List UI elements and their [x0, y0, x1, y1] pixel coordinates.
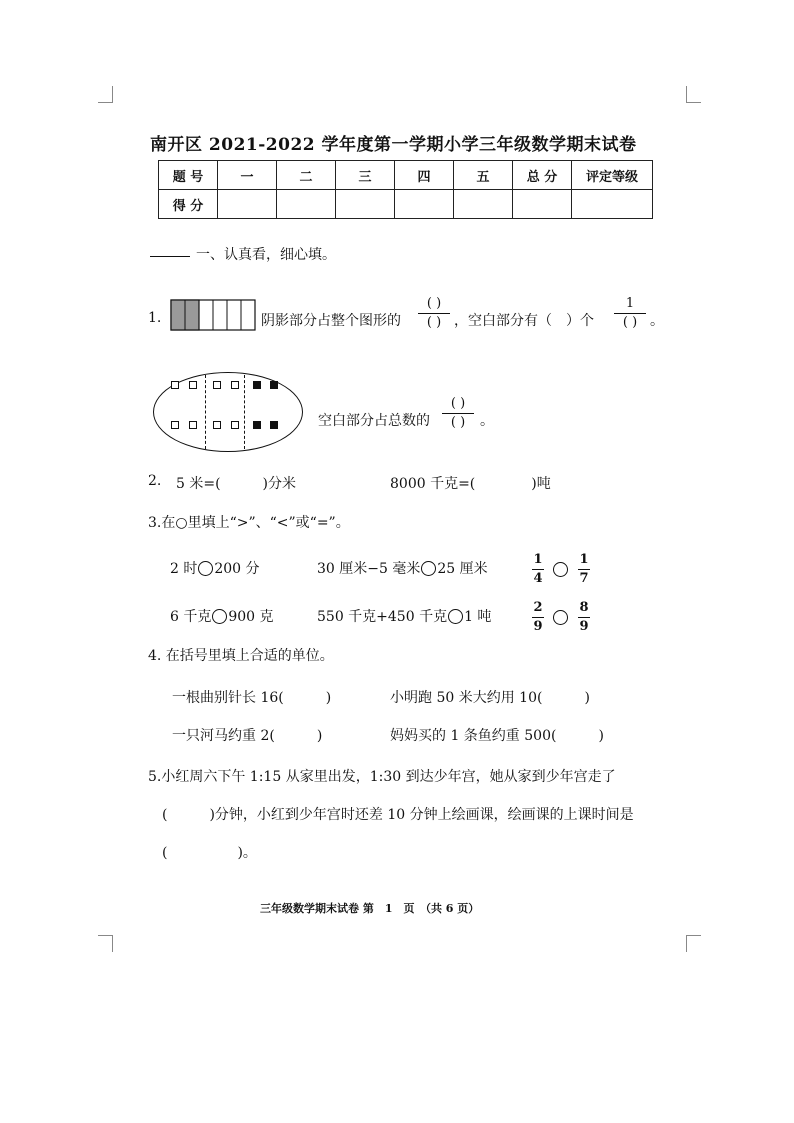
score-input-cell[interactable] [572, 190, 653, 219]
page-footer: 三年级数学期末试卷 第 1 页 （共 6 页） [260, 902, 480, 915]
section-1-heading [150, 244, 336, 264]
q1-number: 1. [148, 310, 162, 326]
empty-square [231, 381, 239, 389]
q3-compare-4: 6 千克 900 克 [170, 609, 274, 625]
fraction-8-9: 8 9 [579, 600, 589, 634]
filled-square [270, 381, 278, 389]
q3-heading: 3.在○里填上“>”、“<”或“=”。 [148, 515, 350, 531]
q1-strip-figure [170, 299, 256, 331]
score-cell: 评定等级 [572, 161, 653, 190]
score-table [158, 160, 653, 219]
q4-item-a[interactable]: 一根曲别针长 16( ) [172, 690, 332, 706]
q1-text-a: 阴影部分占整个图形的 [261, 313, 401, 329]
crop-mark-top-left [98, 86, 113, 103]
compare-circle[interactable] [448, 609, 463, 624]
dashed-divider [244, 375, 245, 449]
score-cell: 五 [454, 161, 513, 190]
filled-square [270, 421, 278, 429]
q1-unit-fraction: 1 ( ) [614, 296, 646, 331]
fraction-1-4: 1 4 [533, 552, 543, 586]
q4-item-d[interactable]: 妈妈买的 1 条鱼约重 500( ) [390, 728, 604, 744]
empty-square [171, 381, 179, 389]
q3-compare-1: 2 时 200 分 [170, 561, 260, 577]
score-table-score-row [159, 190, 653, 219]
score-cell: 总 分 [513, 161, 572, 190]
q4-heading: 4. 在括号里填上合适的单位。 [148, 648, 334, 664]
q1-fraction-blank[interactable]: ( ) ( ) [418, 296, 450, 331]
empty-square [189, 381, 197, 389]
q5-line-2[interactable]: ( )分钟，小红到少年宫时还差 10 分钟上绘画课，绘画课的上课时间是 [162, 807, 634, 823]
score-input-cell[interactable] [395, 190, 454, 219]
compare-circle[interactable] [553, 562, 568, 577]
crop-mark-bottom-left [98, 935, 113, 952]
q2-item-a[interactable]: 5 米=( )分米 [176, 476, 297, 492]
score-cell: 三 [336, 161, 395, 190]
score-cell: 四 [395, 161, 454, 190]
q1-text-c: 空白部分占总数的 [318, 413, 430, 429]
score-input-cell[interactable] [218, 190, 277, 219]
section-1-label: 一、认真看，细心填。 [196, 247, 336, 263]
score-input-cell[interactable] [277, 190, 336, 219]
filled-square [253, 381, 261, 389]
score-input-cell[interactable] [513, 190, 572, 219]
dashed-divider [205, 375, 206, 449]
exam-title: 南开区 2021-2022 学年度第一学期小学三年级数学期末试卷 [150, 135, 637, 155]
crop-mark-top-right [686, 86, 701, 103]
compare-circle[interactable] [212, 609, 227, 624]
filled-square [253, 421, 261, 429]
empty-square [171, 421, 179, 429]
score-row-label: 得 分 [159, 190, 218, 219]
q5-line-1: 5.小红周六下午 1:15 从家里出发，1:30 到达少年宫，她从家到少年宫走了 [148, 769, 616, 785]
q3-compare-2: 30 厘米−5 毫米 25 厘米 [317, 561, 488, 577]
q4-item-c[interactable]: 一只河马约重 2( ) [172, 728, 323, 744]
score-table-header-row [159, 161, 653, 190]
q5-line-3[interactable]: ( )。 [162, 845, 257, 861]
q1-text-b: ，空白部分有（ ）个 [454, 313, 594, 329]
q1-fraction-blank-2[interactable]: ( ) ( ) [442, 396, 474, 431]
empty-square [213, 421, 221, 429]
compare-circle[interactable] [198, 561, 213, 576]
score-cell: 题 号 [159, 161, 218, 190]
q1-period-2: 。 [480, 413, 494, 429]
score-cell: 二 [277, 161, 336, 190]
crop-mark-bottom-right [686, 935, 701, 952]
empty-square [189, 421, 197, 429]
section-score-blank[interactable] [150, 256, 190, 257]
empty-square [213, 381, 221, 389]
score-input-cell[interactable] [454, 190, 513, 219]
fraction-2-9: 2 9 [533, 600, 543, 634]
score-input-cell[interactable] [336, 190, 395, 219]
q2-number: 2. [148, 473, 162, 489]
q1-period: 。 [650, 313, 664, 329]
fraction-1-7: 1 7 [579, 552, 589, 586]
compare-circle[interactable] [421, 561, 436, 576]
empty-square [231, 421, 239, 429]
q3-compare-5: 550 千克+450 千克 1 吨 [317, 609, 492, 625]
q4-item-b[interactable]: 小明跑 50 米大约用 10( ) [390, 690, 590, 706]
compare-circle[interactable] [553, 610, 568, 625]
score-cell: 一 [218, 161, 277, 190]
q2-item-b[interactable]: 8000 千克=( )吨 [390, 476, 551, 492]
